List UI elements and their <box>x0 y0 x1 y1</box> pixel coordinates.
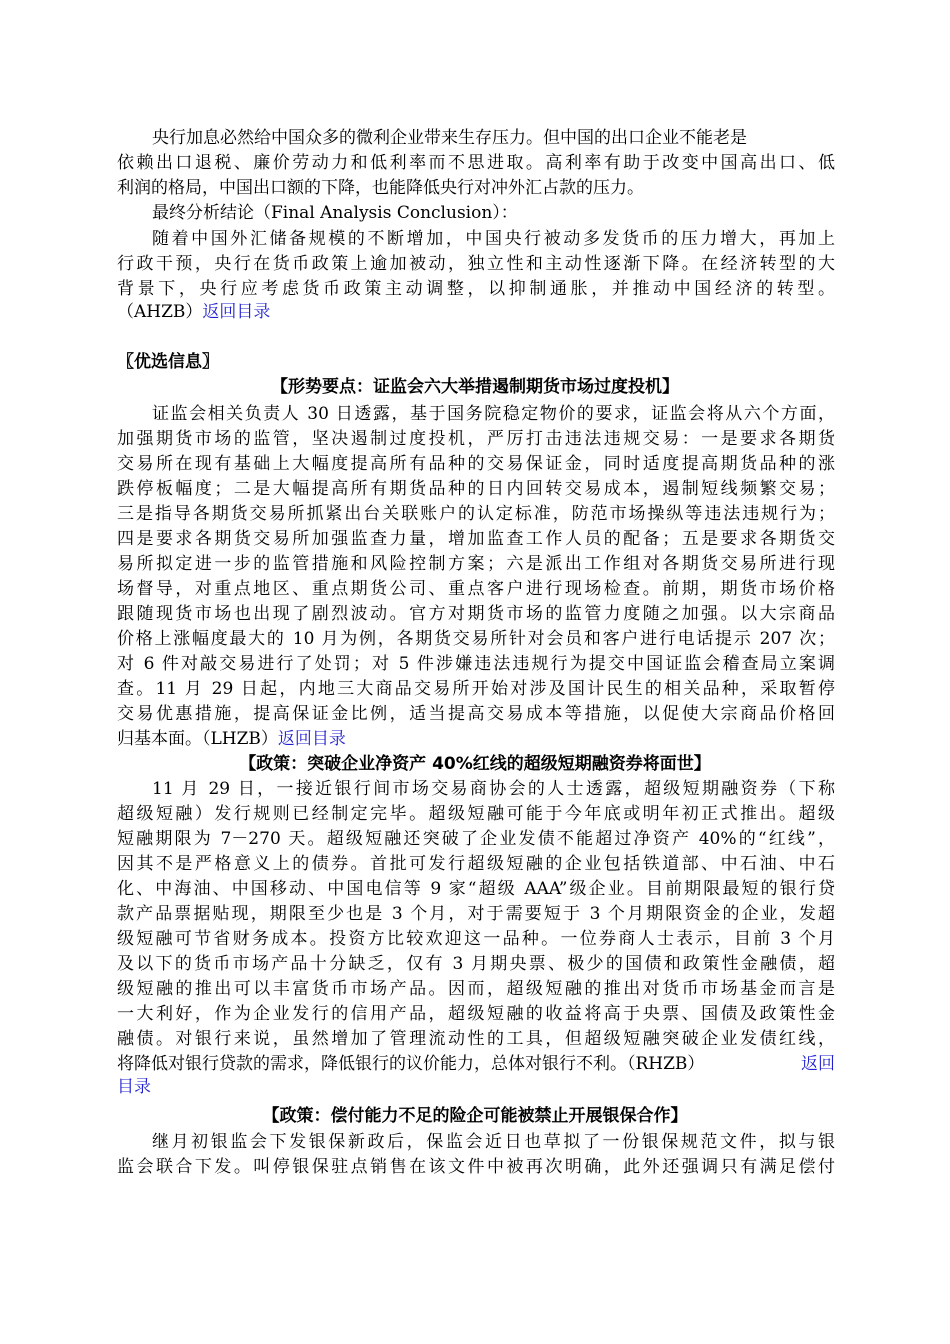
paragraph-line: 行政干预，央行在货币政策上逾加被动，独立性和主动性逐渐下降。在经济转型的大 <box>117 254 835 274</box>
paragraph-line: 场督导，对重点地区、重点期货公司、重点客户进行现场检查。前期，期货市场价格 <box>117 579 835 599</box>
paragraph-line: 交易优惠措施，提高保证金比例，适当提高交易成本等措施，以促使大宗商品价格回 <box>117 704 835 724</box>
paragraph-line: 监会联合下发。叫停银保驻点销售在该文件中被再次明确，此外还强调只有满足偿付 <box>117 1157 835 1177</box>
paragraph-line <box>117 727 346 751</box>
paragraph-line <box>117 1075 151 1099</box>
paragraph-line: 级短融可节省财务成本。投资方比较欢迎这一品种。一位券商人士表示，目前 3 个月 <box>117 929 835 949</box>
paragraph-line: 因其不是严格意义上的债券。首批可发行超级短融的企业包括铁道部、中石油、中石 <box>117 854 835 874</box>
back-to-toc-link-part2[interactable]: 目录 <box>117 1077 151 1097</box>
paragraph-line: 易所拟定进一步的监管措施和风险控制方案；六是派出工作组对各期货交易所进行现 <box>117 554 835 574</box>
paragraph-line: 化、中海油、中国移动、中国电信等 9 家“超级 AAA”级企业。目前期限最短的银行贷 <box>117 879 835 899</box>
section-title: 〖优选信息〗 <box>117 352 219 372</box>
paragraph-line: 及以下的货币市场产品十分缺乏，仅有 3 月期央票、极少的国债和政策性金融债，超 <box>117 954 835 974</box>
article-title: 【政策：偿付能力不足的险企可能被禁止开展银保合作】 <box>262 1106 688 1126</box>
paragraph-line: 11 月 29 日，一接近银行间市场交易商协会的人士透露，超级短期融资券（下称 <box>152 779 835 799</box>
back-to-toc-link[interactable]: 返回目录 <box>202 302 271 322</box>
paragraph-line <box>117 1052 835 1076</box>
paragraph-line: 超级短融）发行规则已经制定完毕。超级短融可能于今年底或明年初正式推出。超级 <box>117 804 835 824</box>
back-to-toc-link-part1[interactable]: 返回 <box>801 1054 835 1074</box>
paragraph-line: 随着中国外汇储备规模的不断增加，中国央行被动多发货币的压力增大，再加上 <box>152 229 835 249</box>
paragraph-line: 查。11 月 29 日起，内地三大商品交易所开始对涉及国计民生的相关品种，采取暂停 <box>117 679 835 699</box>
paragraph-line: 三是指导各期货交易所抓紧出台关联账户的认定标准，防范市场操纵等违法违规行为； <box>117 504 835 524</box>
paragraph-line: 款产品票据贴现，期限至少也是 3 个月，对于需要短于 3 个月期限资金的企业，发超 <box>117 904 835 924</box>
paragraph-line: 加强期货市场的监管，坚决遏制过度投机，严厉打击违法违规交易：一是要求各期货 <box>117 429 835 449</box>
paragraph-line: 依赖出口退税、廉价劳动力和低利率而不思进取。高利率有助于改变中国高出口、低 <box>117 153 835 173</box>
back-to-toc-link[interactable]: 返回目录 <box>277 729 346 749</box>
paragraph-line: 继月初银监会下发银保新政后，保监会近日也草拟了一份银保规范文件，拟与银 <box>152 1132 835 1152</box>
article-title: 【形势要点：证监会六大举措遏制期货市场过度投机】 <box>271 377 679 397</box>
paragraph-line: 四是要求各期货交易所加强监查力量，增加监查工作人员的配备；五是要求各期货交 <box>117 529 835 549</box>
article-last-text: 归基本面。（LHZB） <box>117 729 278 749</box>
paragraph-line: 对 6 件对敲交易进行了处罚；对 5 件涉嫌违法违规行为提交中国证监会稽查局立案调 <box>117 654 835 674</box>
paragraph-line: 一大利好，作为企业发行的信用产品，超级短融的收益将高于央票、国债及政策性金 <box>117 1004 835 1024</box>
paragraph-line: 跌停板幅度；二是大幅提高所有期货品种的日内回转交易成本，遏制短线频繁交易； <box>117 479 835 499</box>
paragraph-line: 融债。对银行来说，虽然增加了管理流动性的工具，但超级短融突破企业发债红线， <box>117 1029 835 1049</box>
paragraph-line: 证监会相关负责人 30 日透露，基于国务院稳定物价的要求，证监会将从六个方面， <box>152 404 835 424</box>
conclusion-heading: 最终分析结论（Final Analysis Conclusion）： <box>152 203 518 223</box>
paragraph-line: 级短融的推出可以丰富货币市场产品。因而，超级短融的推出对货币市场基金而言是 <box>117 979 835 999</box>
paragraph-line: 短融期限为 7－270 天。超级短融还突破了企业发债不能超过净资产 40%的“红线”， <box>117 829 835 849</box>
paragraph-line: 价格上涨幅度最大的 10 月为例，各期货交易所针对会员和客户进行电话提示 207 次； <box>117 629 835 649</box>
paragraph-line: 央行加息必然给中国众多的微利企业带来生存压力。但中国的出口企业不能老是 <box>152 128 747 148</box>
paragraph-line: 利润的格局，中国出口额的下降，也能降低央行对冲外汇占款的压力。 <box>117 178 644 198</box>
paragraph-line: 交易所在现有基础上大幅度提高所有品种的交易保证金，同时适度提高期货品种的涨 <box>117 454 835 474</box>
article-title: 【政策：突破企业净资产 40%红线的超级短期融资券将面世】 <box>239 754 711 774</box>
paragraph-line: 背景下，央行应考虑货币政策主动调整，以抑制通胀，并推动中国经济的转型。 <box>117 279 835 299</box>
article-last-text: 将降低对银行贷款的需求，降低银行的议价能力，总体对银行不利。（RHZB） <box>117 1054 705 1074</box>
source-tag: （AHZB） <box>117 302 203 322</box>
paragraph-line: 跟随现货市场也出现了剧烈波动。官方对期货市场的监管力度随之加强。以大宗商品 <box>117 604 835 624</box>
paragraph-line <box>117 300 270 324</box>
